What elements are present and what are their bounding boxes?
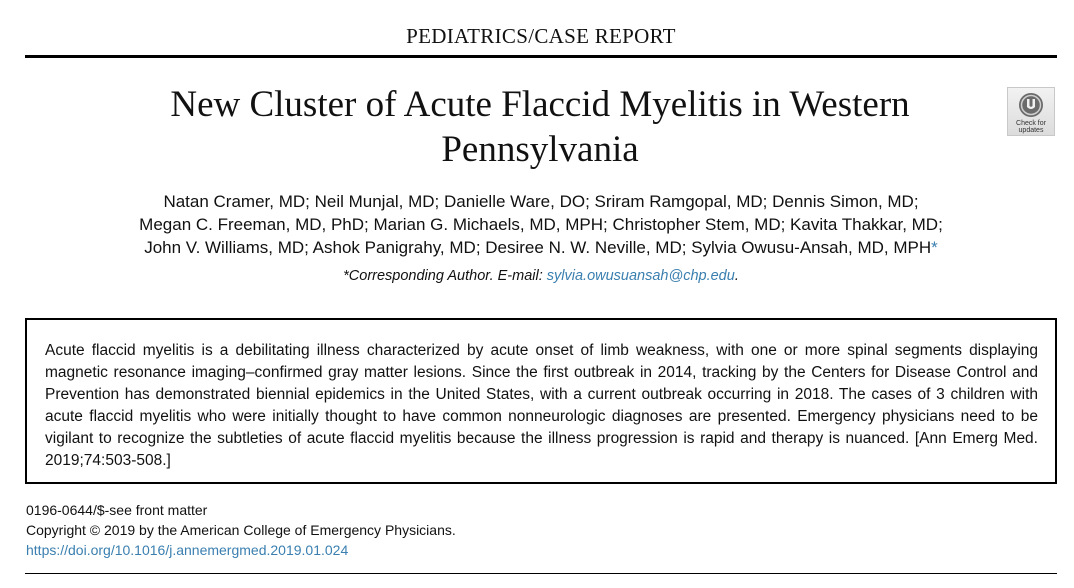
doi-link[interactable]: https://doi.org/10.1016/j.annemergmed.2019.01.024 bbox=[26, 542, 349, 558]
corresponding-suffix: . bbox=[734, 268, 739, 284]
check-for-updates-label: Check for updates bbox=[1016, 120, 1046, 134]
section-label: PEDIATRICS/CASE REPORT bbox=[406, 24, 676, 48]
abstract-box bbox=[25, 318, 1057, 484]
check-for-updates-icon bbox=[1018, 92, 1044, 118]
author-line: Megan C. Freeman, MD, PhD; Marian G. Michaels, MD, MPH; Christopher Stem, MD; Kavita Thakkar, MD; bbox=[139, 215, 943, 234]
bottom-rule bbox=[25, 573, 1057, 574]
author-line: Natan Cramer, MD; Neil Munjal, MD; Danielle Ware, DO; Sriram Ramgopal, MD; Dennis Simon, MD; bbox=[163, 192, 919, 211]
issn-line: 0196-0644/$-see front matter bbox=[26, 502, 208, 518]
copyright-line: Copyright © 2019 by the American College of Emergency Physicians. bbox=[26, 522, 456, 538]
article-title: New Cluster of Acute Flaccid Myelitis in Western Pennsylvania bbox=[170, 84, 910, 170]
corresponding-author-note bbox=[0, 268, 1074, 284]
abstract-text: Acute flaccid myelitis is a debilitating illness characterized by acute onset of limb weakness, with one or more spinal segments displaying magnetic resonance imaging–confirmed gray matter lesions. Since the first outbreak in 2014, tracking by the Centers for Disease Control and Prevention has demonstrated biennial epidemics in the United States, with a current outbreak occurring in 2018. The cases of 3 children with acute flaccid myelitis who were initially thought to have common nonneurologic diagnoses are presented. Emergency physicians need to be vigilant to recognize the subtleties of acute flaccid myelitis because the illness progression is rapid and therapy is nuanced. [Ann Emerg Med. 2019;74:503-508.] bbox=[45, 342, 1038, 469]
article-footer bbox=[26, 500, 456, 560]
check-for-updates-button[interactable] bbox=[1007, 87, 1055, 136]
author-line-text: John V. Williams, MD; Ashok Panigrahy, MD; Desiree N. W. Neville, MD; Sylvia Owusu-Ansah, MD, MPH bbox=[144, 238, 932, 257]
corresponding-author-link[interactable]: * bbox=[931, 238, 938, 257]
corresponding-email-link[interactable]: sylvia.owusuansah@chp.edu bbox=[546, 268, 735, 284]
author-line bbox=[0, 236, 1074, 259]
top-rule bbox=[25, 55, 1057, 58]
author-list bbox=[0, 190, 1074, 259]
corresponding-label: *Corresponding Author. E-mail: bbox=[343, 268, 547, 284]
